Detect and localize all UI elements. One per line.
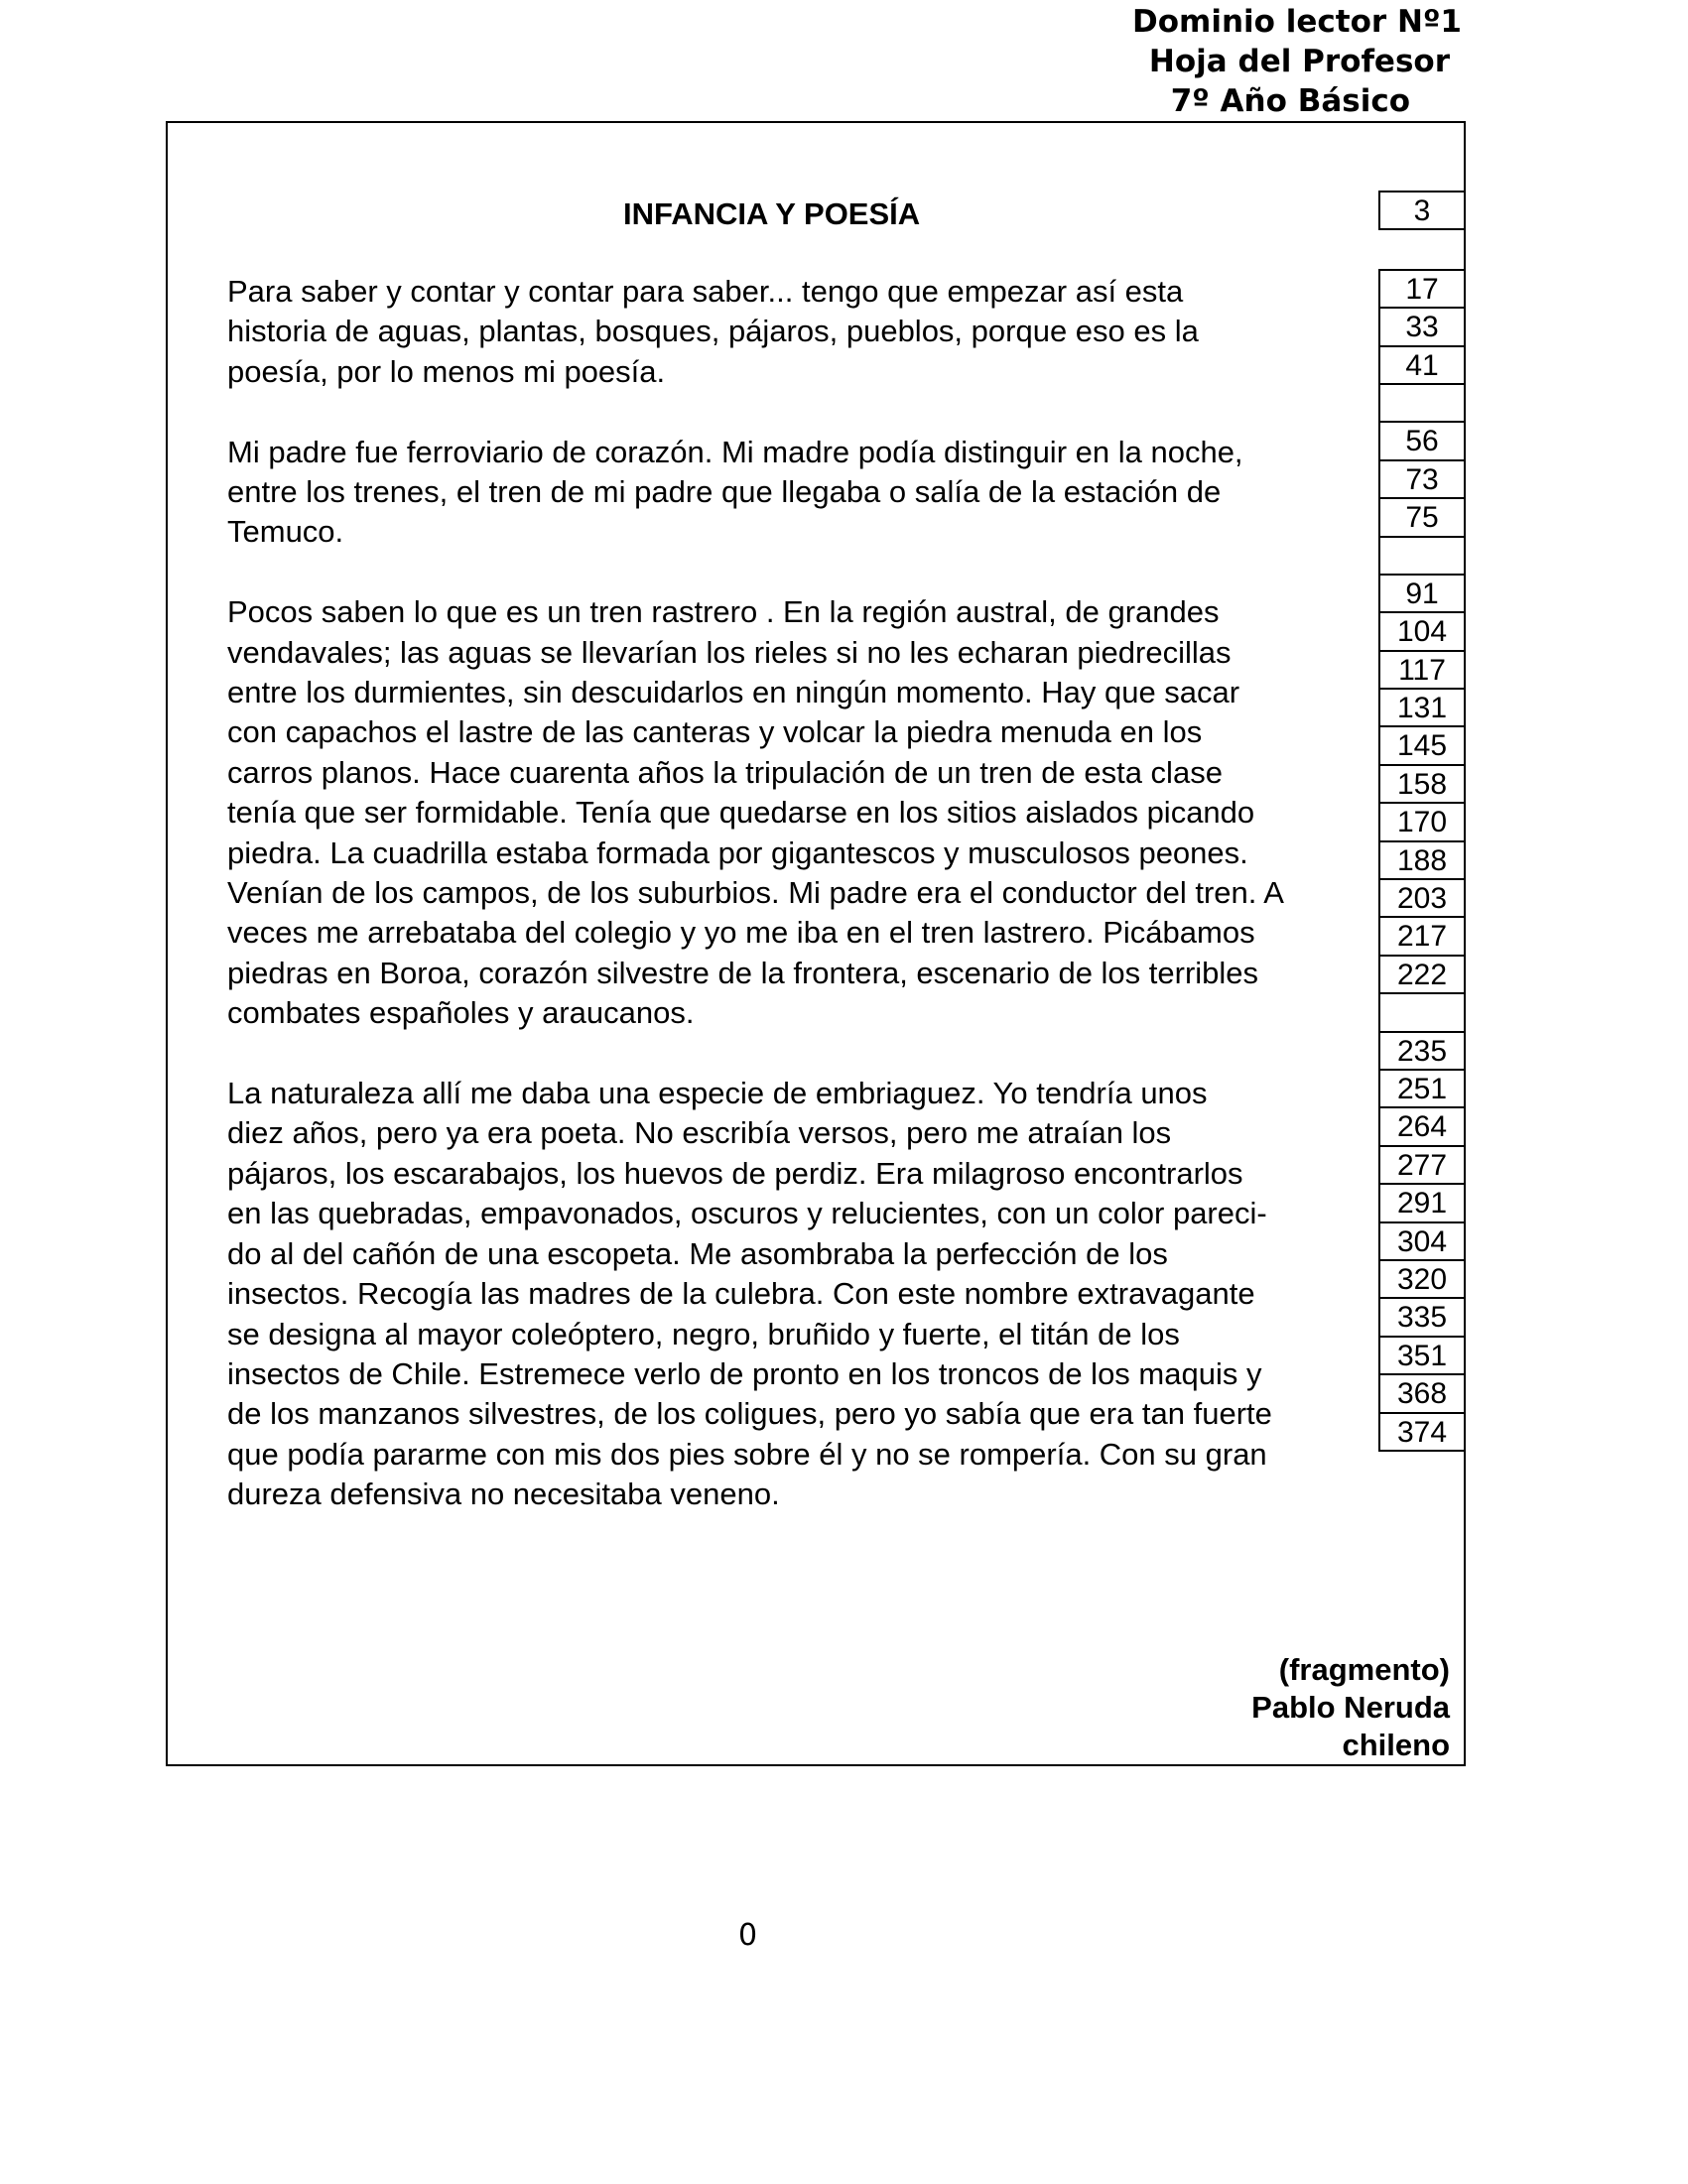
text-line: se designa al mayor coleóptero, negro, bruñido y fuerte, el titán de los: [227, 1316, 1180, 1351]
text-line: Mi padre fue ferroviario de corazón. Mi madre podía distinguir en la noche,: [227, 434, 1243, 469]
word-count-cell: 145: [1378, 725, 1466, 765]
text-line: do al del cañón de una escopeta. Me asombraba la perfección de los: [227, 1235, 1168, 1271]
word-count-cell: 320: [1378, 1259, 1466, 1299]
text-line: combates españoles y araucanos.: [227, 995, 695, 1031]
word-count-cell: 251: [1378, 1069, 1466, 1108]
word-count-cell: 264: [1378, 1106, 1466, 1146]
text-line: pájaros, los escarabajos, los huevos de perdiz. Era milagroso encontrarlos: [227, 1155, 1243, 1191]
text-line: carros planos. Hace cuarenta años la tripulación de un tren de esta clase: [227, 754, 1223, 790]
text-line: La naturaleza allí me daba una especie de embriaguez. Yo tendría unos: [227, 1076, 1208, 1111]
header-grade: 7º Año Básico: [1170, 83, 1410, 119]
word-count-empty-cell: [1378, 992, 1466, 1032]
text-line: veces me arrebataba del colegio y yo me iba en el tren lastrero. Picábamos: [227, 915, 1255, 951]
text-line: poesía, por lo menos mi poesía.: [227, 353, 666, 389]
text-line: historia de aguas, plantas, bosques, pájaros, pueblos, porque eso es la: [227, 314, 1199, 349]
paragraph: [199, 433, 1358, 553]
word-count-empty-cell: [1378, 536, 1466, 576]
header-title: Dominio lector Nº1: [1132, 4, 1462, 40]
text-line: piedras en Boroa, corazón silvestre de la frontera, escenario de los terribles: [227, 955, 1259, 990]
fragment-note: (fragmento): [1278, 1652, 1450, 1687]
word-count-cell: 304: [1378, 1221, 1466, 1261]
author-name: Pablo Neruda: [1251, 1690, 1450, 1725]
word-count-cell: 158: [1378, 764, 1466, 804]
page-number: 0: [738, 1918, 758, 1953]
word-count-cell: 351: [1378, 1336, 1466, 1375]
text-line: entre los trenes, el tren de mi padre que llegaba o salía de la estación de: [227, 474, 1222, 510]
word-count-cell: 41: [1378, 345, 1466, 385]
word-count-cell: 104: [1378, 611, 1466, 651]
paragraph: [199, 272, 1358, 392]
word-count-cell: 33: [1378, 307, 1466, 346]
reading-text: [199, 272, 1358, 1555]
word-count-cell: 235: [1378, 1031, 1466, 1071]
text-line: insectos de Chile. Estremece verlo de pronto en los troncos de los maquis y: [227, 1355, 1262, 1391]
paragraph: [199, 592, 1358, 1033]
word-count-cell: 3: [1378, 191, 1466, 230]
word-count-cell: 374: [1378, 1412, 1466, 1452]
text-line: diez años, pero ya era poeta. No escribía versos, pero me atraían los: [227, 1115, 1172, 1151]
word-count-cell: 291: [1378, 1183, 1466, 1222]
text-line: Venían de los campos, de los suburbios. Mi padre era el conductor del tren. A: [227, 875, 1284, 911]
word-count-cell: 91: [1378, 574, 1466, 613]
word-count-cell: 277: [1378, 1145, 1466, 1185]
text-line: Para saber y contar y contar para saber... tengo que empezar así esta: [227, 274, 1184, 309]
text-line: piedra. La cuadrilla estaba formada por gigantescos y musculosos peones.: [227, 835, 1248, 870]
text-line: Pocos saben lo que es un tren rastrero . En la región austral, de grandes: [227, 594, 1220, 630]
word-count-cell: 17: [1378, 269, 1466, 309]
text-line: tenía que ser formidable. Tenía que quedarse en los sitios aislados picando: [227, 795, 1255, 831]
word-count-cell: 170: [1378, 802, 1466, 841]
word-count-cell: 131: [1378, 688, 1466, 727]
text-line: entre los durmientes, sin descuidarlos en ningún momento. Hay que sacar: [227, 675, 1240, 710]
word-count-empty-cell: [1378, 383, 1466, 423]
reading-title: INFANCIA Y POESÍA: [623, 196, 921, 231]
word-count-cell: 335: [1378, 1297, 1466, 1337]
author-nationality: chileno: [1342, 1728, 1450, 1762]
word-count-cell: 56: [1378, 421, 1466, 460]
text-line: insectos. Recogía las madres de la culebra. Con este nombre extravagante: [227, 1276, 1255, 1312]
text-line: con capachos el lastre de las canteras y volcar la piedra menuda en los: [227, 714, 1203, 750]
text-line: dureza defensiva no necesitaba veneno.: [227, 1477, 780, 1512]
text-line: vendavales; las aguas se llevarían los rieles si no les echaran piedrecillas: [227, 634, 1232, 670]
paragraph: [199, 1074, 1358, 1514]
document-header: [1132, 2, 1462, 121]
word-count-cell: 117: [1378, 650, 1466, 690]
word-count-cell: 368: [1378, 1373, 1466, 1413]
word-count-cell: 217: [1378, 916, 1466, 956]
text-line: que podía pararme con mis dos pies sobre él y no se rompería. Con su gran: [227, 1436, 1267, 1472]
source-attribution: [1251, 1651, 1450, 1764]
word-count-cell: 188: [1378, 840, 1466, 880]
header-subtitle: Hoja del Profesor: [1148, 44, 1450, 79]
text-line: de los manzanos silvestres, de los coligues, pero yo sabía que era tan fuerte: [227, 1396, 1272, 1432]
text-line: Temuco.: [227, 514, 344, 550]
word-count-column: [1378, 193, 1466, 1452]
word-count-cell: 73: [1378, 459, 1466, 499]
word-count-cell: 222: [1378, 955, 1466, 994]
word-count-cell: 75: [1378, 497, 1466, 537]
word-count-cell: 203: [1378, 878, 1466, 918]
text-line: en las quebradas, empavonados, oscuros y relucientes, con un color pareci-: [227, 1196, 1267, 1231]
